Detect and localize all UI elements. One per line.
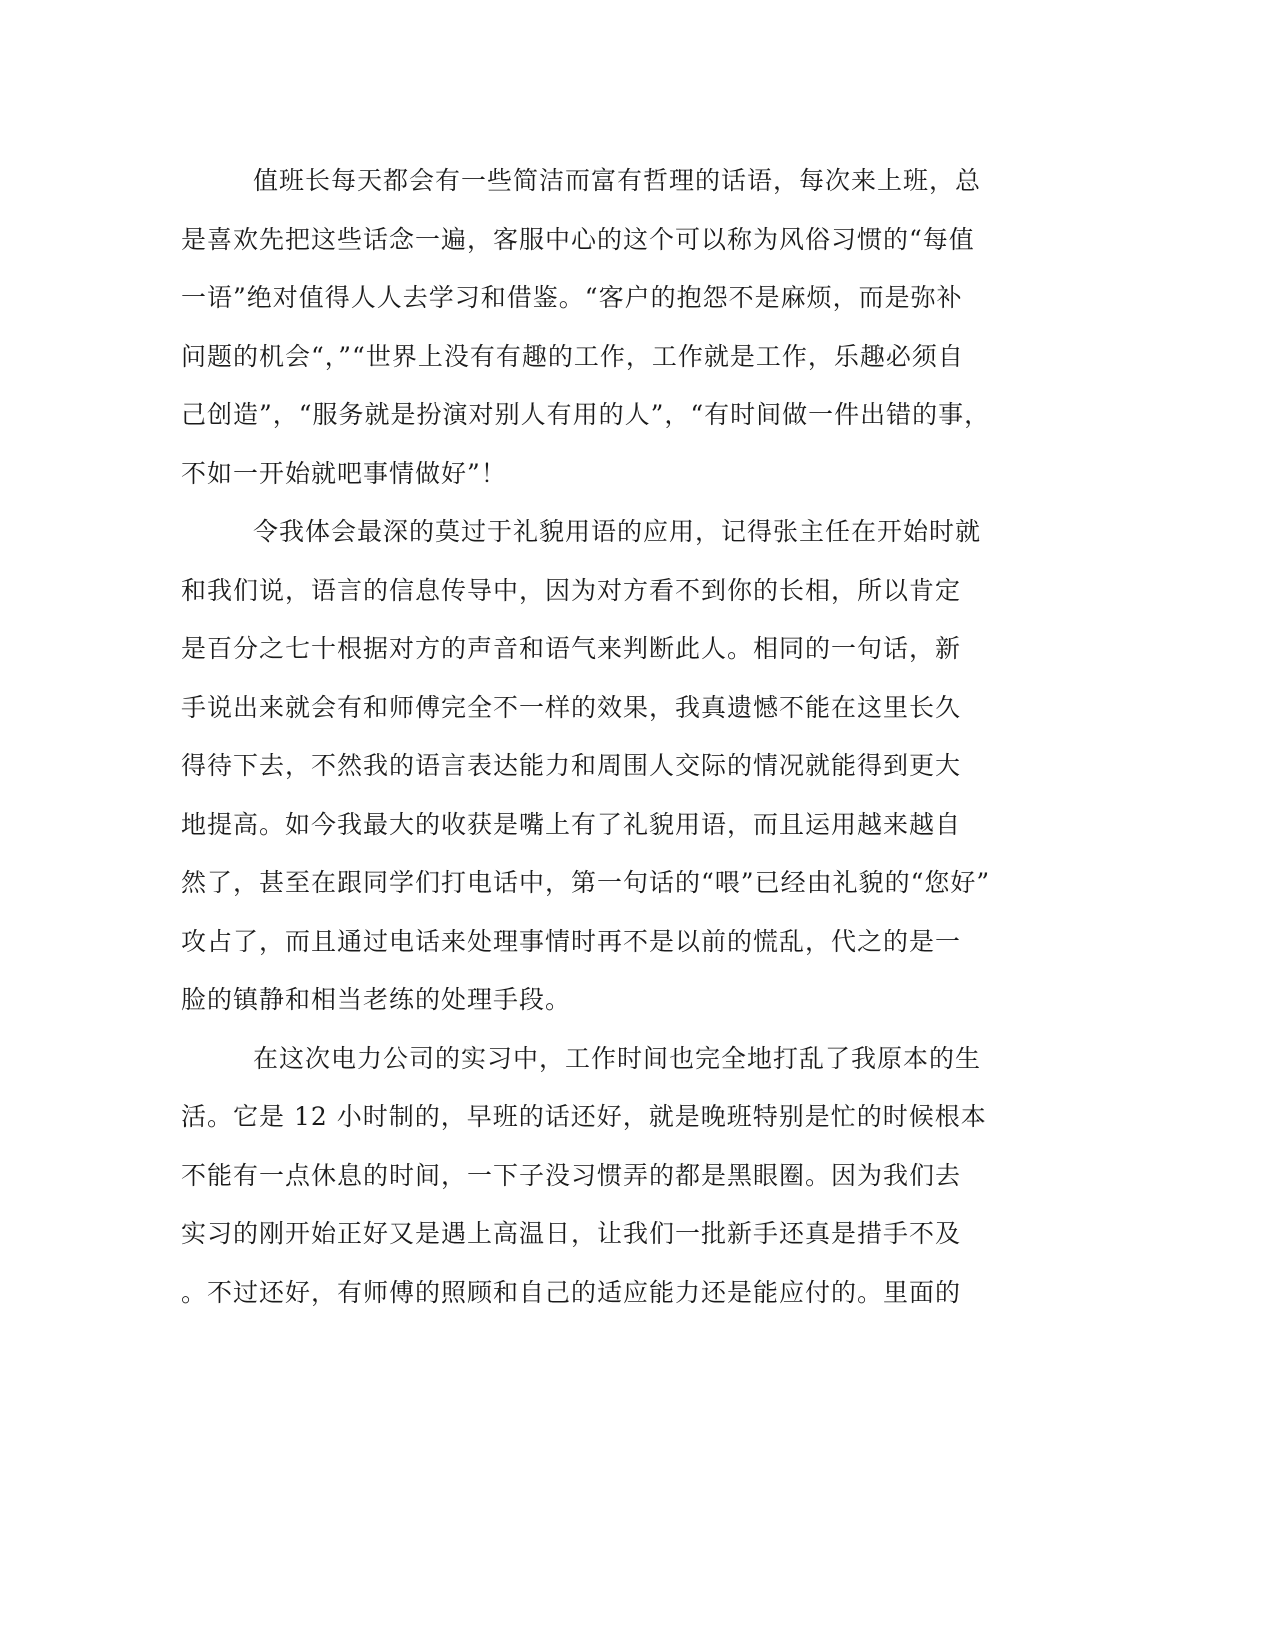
text-line: 手说出来就会有和师傅完全不一样的效果，我真遗憾不能在这里长久: [181, 692, 962, 722]
text-line: 在这次电力公司的实习中，工作时间也完全地打乱了我原本的生: [253, 1043, 982, 1073]
text-line: 地提高。如今我最大的收获是嘴上有了礼貌用语，而且运用越来越自: [181, 809, 962, 839]
text-line: 不能有一点休息的时间，一下子没习惯弄的都是黑眼圈。因为我们去: [181, 1160, 962, 1190]
text-line: 问题的机会“，”“世界上没有有趣的工作，工作就是工作，乐趣必须自: [181, 341, 964, 371]
text-line: 实习的刚开始正好又是遇上高温日，让我们一批新手还真是措手不及: [181, 1219, 962, 1248]
text-line: 活。它是 12 小时制的，早班的话还好，就是晚班特别是忙的时候根本: [181, 1102, 987, 1131]
text-line: 是百分之七十根据对方的声音和语气来判断此人。相同的一句话，新: [181, 634, 962, 663]
text-line: 令我体会最深的莫过于礼貌用语的应用，记得张主任在开始时就: [253, 517, 982, 546]
document-body: [181, 152, 1033, 1322]
text-line: 脸的镇静和相当老练的处理手段。: [181, 985, 572, 1014]
text-line: 一语”绝对值得人人去学习和借鉴。“客户的抱怨不是麻烦，而是弥补: [181, 283, 963, 312]
text-line: 然了，甚至在跟同学们打电话中，第一句话的“喂”已经由礼貌的“您好”: [181, 868, 991, 897]
text-line: 和我们说，语言的信息传导中，因为对方看不到你的长相，所以肯定: [181, 575, 962, 605]
paragraph-1: [181, 152, 1033, 503]
text-line: 是喜欢先把这些话念一遍，客服中心的这个可以称为风俗习惯的“每值: [181, 224, 975, 254]
text-line: 。不过还好，有师傅的照顾和自己的适应能力还是能应付的。里面的: [181, 1277, 962, 1307]
paragraph-2: [181, 503, 1033, 1030]
paragraph-3: [181, 1030, 1033, 1323]
text-line: 不如一开始就吧事情做好”！: [181, 458, 507, 488]
text-line: 己创造”，“服务就是扮演对别人有用的人”，“有时间做一件出错的事，: [181, 400, 991, 429]
text-line: 得待下去，不然我的语言表达能力和周围人交际的情况就能得到更大: [181, 751, 962, 780]
text-line: 攻占了，而且通过电话来处理事情时再不是以前的慌乱，代之的是一: [181, 926, 962, 956]
text-line: 值班长每天都会有一些简洁而富有哲理的话语，每次来上班，总: [253, 166, 982, 195]
